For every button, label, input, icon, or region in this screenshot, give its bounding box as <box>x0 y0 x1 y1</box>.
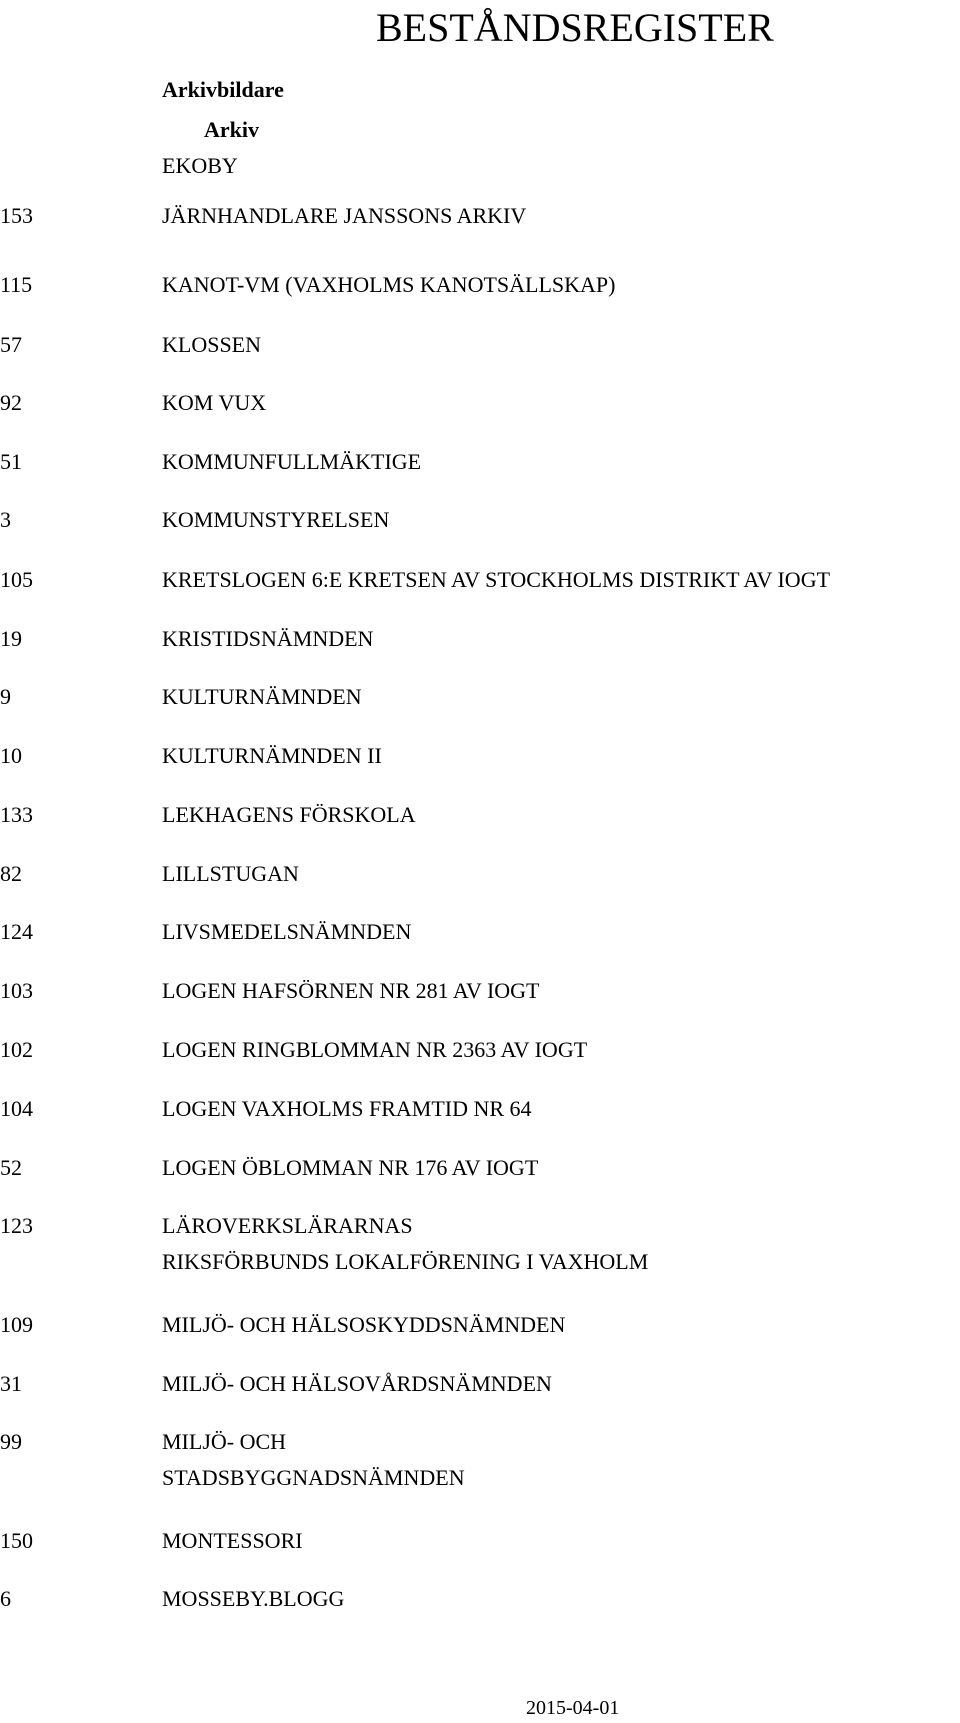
entry-number: 123 <box>0 1213 33 1238</box>
entry-name <box>162 198 952 234</box>
entry-name <box>162 856 952 892</box>
entry-name <box>162 267 952 303</box>
entry-number: 109 <box>0 1312 33 1337</box>
entry-name-line: RIKSFÖRBUNDS LOKALFÖRENING I VAXHOLM <box>162 1249 649 1274</box>
entry-number: 105 <box>0 567 33 592</box>
entry-name <box>162 385 952 421</box>
footer-date: 2015-04-01 <box>526 1697 620 1719</box>
entry-name-line: LIVSMEDELSNÄMNDEN <box>162 919 412 944</box>
entry-name-line: KULTURNÄMNDEN <box>162 684 362 709</box>
creator-label: Arkivbildare <box>162 77 284 102</box>
entry-name <box>162 327 952 363</box>
entry-number: 57 <box>0 332 22 357</box>
entry-name-line: KRISTIDSNÄMNDEN <box>162 626 374 651</box>
entry-number: 124 <box>0 919 33 944</box>
entry-name <box>162 1091 952 1127</box>
entry-name <box>162 562 952 598</box>
entry-number: 102 <box>0 1037 33 1062</box>
entry-name <box>162 738 952 774</box>
entry-name <box>162 914 952 950</box>
entry-name-line: LEKHAGENS FÖRSKOLA <box>162 802 416 827</box>
entry-number: 133 <box>0 802 33 827</box>
entry-number: 10 <box>0 743 22 768</box>
entry-number: 19 <box>0 626 22 651</box>
entry-name-line: MOSSEBY.BLOGG <box>162 1586 345 1611</box>
entry-name <box>162 679 952 715</box>
entry-name <box>162 797 952 833</box>
entry-name-line: LOGEN VAXHOLMS FRAMTID NR 64 <box>162 1096 532 1121</box>
entry-name <box>162 621 952 657</box>
entry-name-line: LILLSTUGAN <box>162 861 299 886</box>
entry-number: 153 <box>0 203 33 228</box>
entry-number: 99 <box>0 1429 22 1454</box>
entry-name <box>162 444 952 480</box>
entry-number: 6 <box>0 1586 11 1611</box>
entry-name-line: KOMMUNSTYRELSEN <box>162 507 390 532</box>
entry-name <box>162 1150 952 1186</box>
entry-name-line: LOGEN RINGBLOMMAN NR 2363 AV IOGT <box>162 1037 588 1062</box>
entry-name-line: KOMMUNFULLMÄKTIGE <box>162 449 422 474</box>
entry-number: 82 <box>0 861 22 886</box>
entry-name-line: MILJÖ- OCH <box>162 1429 287 1454</box>
entry-name <box>162 1581 952 1617</box>
entry-name-line: MONTESSORI <box>162 1528 303 1553</box>
archive-label: Arkiv <box>204 117 259 142</box>
entry-name-line: KULTURNÄMNDEN II <box>162 743 382 768</box>
entry-name-line: LOGEN HAFSÖRNEN NR 281 AV IOGT <box>162 978 540 1003</box>
entry-number: 3 <box>0 507 11 532</box>
entry-number: 51 <box>0 449 22 474</box>
entry-name <box>162 502 952 538</box>
entry-number: 31 <box>0 1371 22 1396</box>
entry-name <box>162 1424 952 1496</box>
entry-name-line: STADSBYGGNADSNÄMNDEN <box>162 1465 465 1490</box>
entry-name <box>162 1032 952 1068</box>
entry-name <box>162 1307 952 1343</box>
creator-name: EKOBY <box>162 153 238 178</box>
entry-name-line: LOGEN ÖBLOMMAN NR 176 AV IOGT <box>162 1155 539 1180</box>
entry-name <box>162 1366 952 1402</box>
entry-number: 92 <box>0 390 22 415</box>
entry-name-line: KRETSLOGEN 6:E KRETSEN AV STOCKHOLMS DISTRIKT AV IOGT <box>162 567 831 592</box>
entry-name-line: MILJÖ- OCH HÄLSOVÅRDSNÄMNDEN <box>162 1371 552 1396</box>
entry-name-line: KANOT-VM (VAXHOLMS KANOTSÄLLSKAP) <box>162 272 616 297</box>
entry-number: 104 <box>0 1096 33 1121</box>
entry-number: 103 <box>0 978 33 1003</box>
entry-number: 52 <box>0 1155 22 1180</box>
entry-number: 9 <box>0 684 11 709</box>
entry-number: 115 <box>0 272 33 297</box>
entry-name-line: LÄROVERKSLÄRARNAS <box>162 1213 413 1238</box>
entry-name-line: KOM VUX <box>162 390 267 415</box>
entry-name <box>162 1208 952 1280</box>
entry-name-line: KLOSSEN <box>162 332 262 357</box>
page-title: BESTÅNDSREGISTER <box>376 5 774 50</box>
entry-name <box>162 973 952 1009</box>
entry-name-line: JÄRNHANDLARE JANSSONS ARKIV <box>162 203 527 228</box>
entry-name-line: MILJÖ- OCH HÄLSOSKYDDSNÄMNDEN <box>162 1312 566 1337</box>
entry-number: 150 <box>0 1528 33 1553</box>
entry-name <box>162 1523 952 1559</box>
